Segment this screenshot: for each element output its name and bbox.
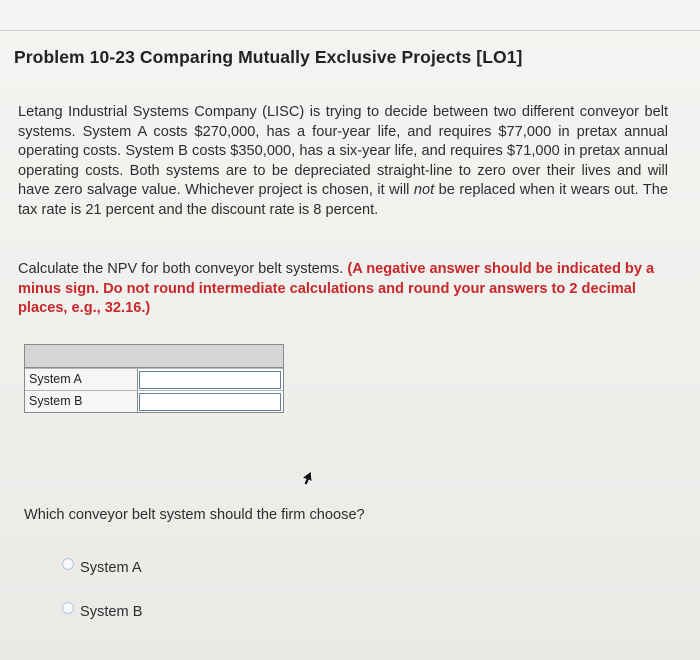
instructions: [18, 260, 668, 319]
system-a-npv-input[interactable]: [139, 371, 281, 389]
system-a-label: System A: [25, 369, 138, 390]
choice-question: Which conveyor belt system should the firm choose?: [24, 507, 365, 523]
option-system-b-label: System B: [80, 604, 143, 620]
radio-system-a[interactable]: [62, 558, 74, 570]
system-b-label: System B: [25, 391, 138, 412]
option-system-a-label: System A: [80, 560, 142, 576]
option-system-b[interactable]: [62, 604, 142, 620]
radio-system-b[interactable]: [62, 602, 74, 614]
table-row: [25, 368, 283, 390]
system-b-npv-input[interactable]: [139, 393, 281, 411]
npv-table: [24, 344, 284, 413]
instructions-note: (A negative answer should be indicated by a minus sign. Do not round intermediate calculations and round your answers to 2 decimal places, e.g., 32.16.): [18, 261, 655, 317]
problem-emphasis: not: [413, 182, 435, 199]
problem-statement: [18, 103, 668, 221]
problem-title: Problem 10-23 Comparing Mutually Exclusive Projects [LO1]: [14, 47, 523, 67]
problem-text-part-1: Letang Industrial Systems Company (LISC) is trying to decide between two different conveyor belt systems. System A costs $270,000, has a four-year life, and requires $77,000 in pretax annual operating costs. System B costs $350,000, has a six-year life, and requires $71,000 in pretax annual operating costs. Both systems are to be depreciated straight-line to zero over their lives and will have zero salvage value. Whichever project is chosen, it will: [18, 104, 668, 199]
divider: [0, 30, 700, 31]
instructions-lead: Calculate the NPV for both conveyor belt systems.: [18, 261, 348, 277]
table-row: [25, 390, 283, 412]
problem-text-part-2: be replaced when it wears out. The tax rate is 21 percent and the discount rate is 8 percent.: [18, 182, 668, 218]
npv-table-header: [25, 345, 283, 368]
mouse-pointer-icon: [300, 470, 314, 486]
option-system-a[interactable]: [62, 560, 142, 576]
